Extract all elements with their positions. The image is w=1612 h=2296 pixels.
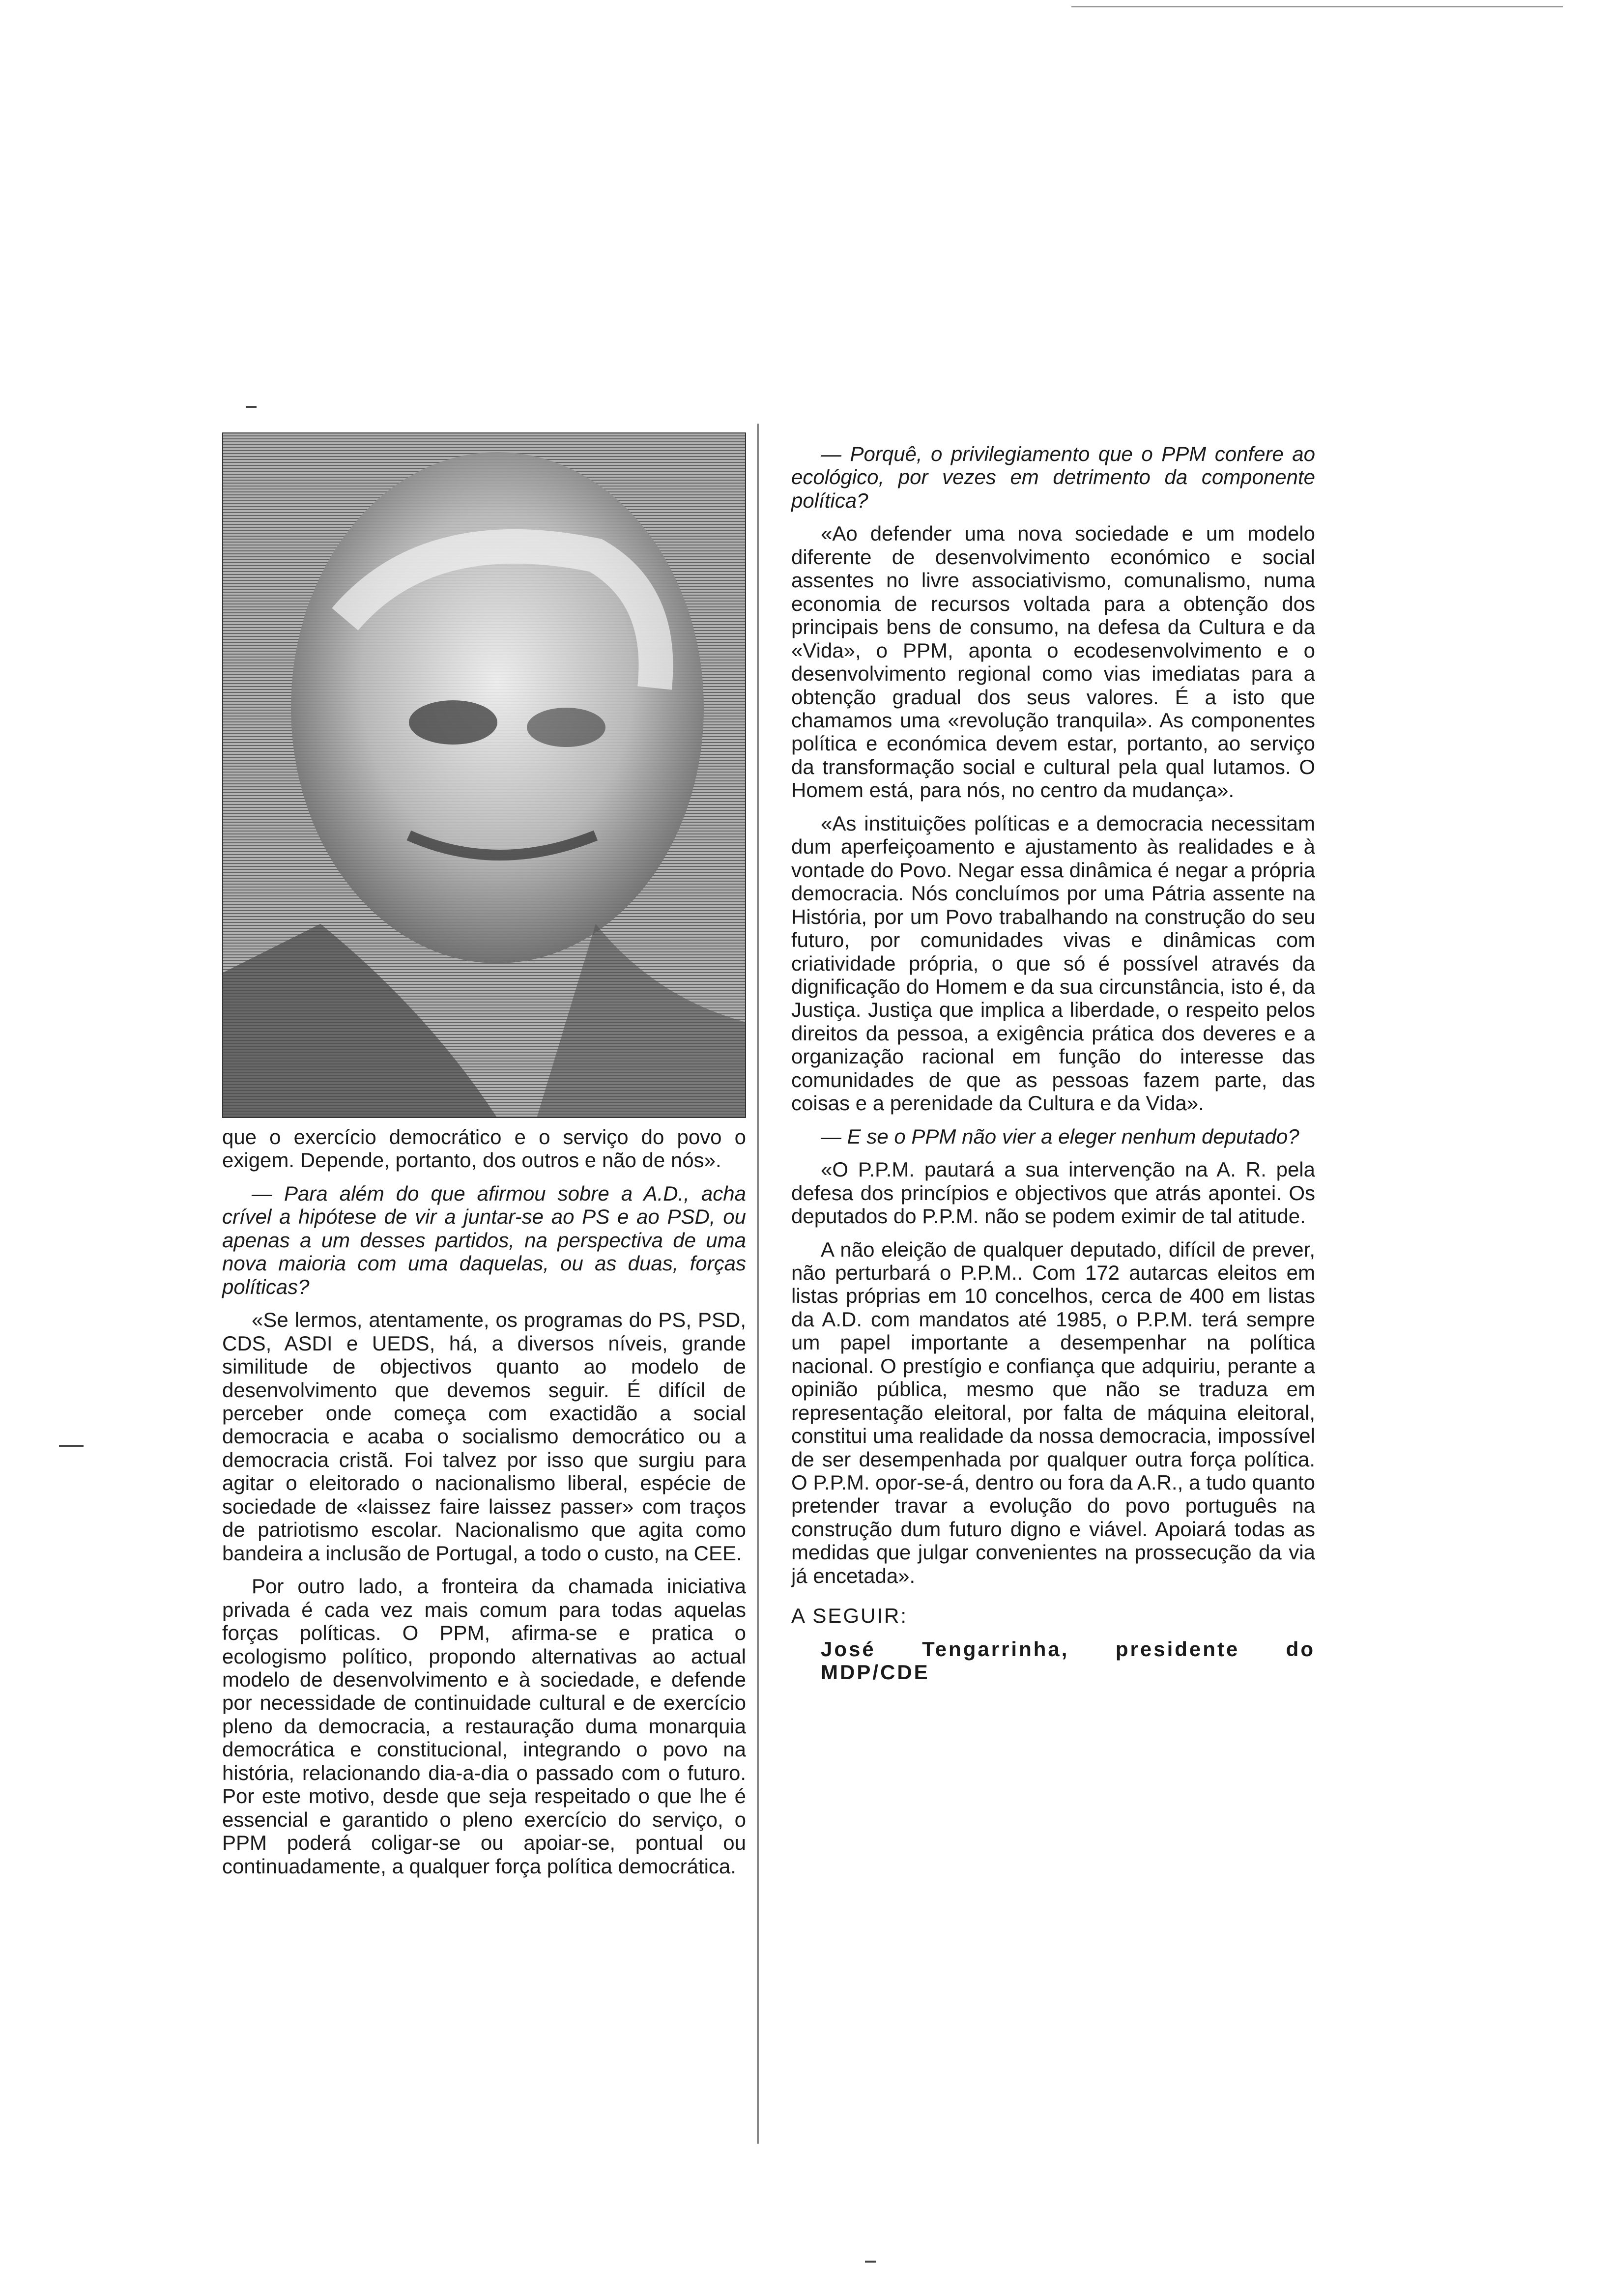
scan-mark: [246, 406, 257, 408]
scan-mark: [59, 1445, 84, 1447]
portrait-photo: [222, 432, 746, 1118]
scan-mark: [1071, 6, 1563, 7]
answer-paragraph: Por outro lado, a fronteira da chamada iniciativa privada é cada vez mais comum para todas aquelas forças políticas. O PPM, afirma-se e pratica o ecologismo político, propondo alternativas ao actual modelo de desenvolvimento e à sociedade, e defende por necessidade de continuidade cultural e de exercício pleno da democracia, a restauração duma monarquia democrática e constitucional, integrando o povo na história, relacionando dia-a-dia o passado com o futuro. Por este motivo, desde que seja respeitado o que lhe é essencial e garantido o pleno exercício do serviço, o PPM poderá coligar-se ou apoiar-se, pontual ou continuadamente, a qualquer força política democrática.: [222, 1575, 746, 1878]
left-column: [222, 1125, 746, 1888]
answer-paragraph: «Ao defender uma nova sociedade e um modelo diferente de desenvolvimento económico e social assentes no livre associativismo, comunalismo, numa economia de recursos voltada para a obtenção dos principais bens de consumo, na defesa da Cultura e da «Vida», o PPM, aponta o ecodesenvolvimento e o desenvolvimento regional como vias imediatas para a obtenção gradual dos seus valores. É a isto que chamamos uma «revolução tranquila». As componentes política e económica devem estar, portanto, ao serviço da transformação social e cultural pela qual lutamos. O Homem está, para nós, no centro da mudança».: [791, 522, 1315, 802]
interview-question: — E se o PPM não vier a eleger nenhum deputado?: [821, 1124, 1299, 1148]
answer-paragraph: A não eleição de qualquer deputado, difícil de prever, não perturbará o P.P.M.. Com 172 autarcas eleitos em listas próprias em 10 concelhos, cerca de 400 em listas da A.D. com mandatos até 1985, o P.P.M. terá sempre um papel importante a desempenhar na política nacional. O prestígio e confiança que adquiriu, perante a opinião pública, mesmo que não se traduza em representação eleitoral, por falta de máquina eleitoral, constitui uma realidade da nossa democracia, impossível de ser desempenhada por qualquer outra força política. O P.P.M. opor-se-á, dentro ou fora da A.R., a tudo quanto pretender travar a evolução do povo português na construção dum futuro digno e viável. Apoiará todas as medidas que julgar convenientes na prossecução da via já encetada».: [791, 1237, 1315, 1587]
interview-question: — Para além do que afirmou sobre a A.D., acha crível a hipótese de vir a juntar-se ao PS e ao PSD, ou apenas a um desses partidos, na perspectiva de uma nova maioria com uma daquelas, ou as duas, forças políticas?: [222, 1181, 746, 1298]
answer-paragraph: «Se lermos, atentamente, os programas do PS, PSD, CDS, ASDI e UEDS, há, a diversos níveis, grande similitude de objectivos quanto ao modelo de desenvolvimento que devemos seguir. É difícil de perceber onde começa com exactidão a social democracia e acaba o socialismo democrático ou a democracia cristã. Foi talvez por isso que surgiu para agitar o eleitorado o nacionalismo liberal, espécie de sociedade de «laissez faire laissez passer» com traços de patriotismo escolar. Nacionalismo que agita como bandeira a inclusão de Portugal, a todo o custo, na CEE.: [222, 1308, 746, 1565]
next-interview-label: A SEGUIR:: [791, 1604, 908, 1628]
scan-mark: [865, 2261, 876, 2263]
answer-paragraph: «O P.P.M. pautará a sua intervenção na A. R. pela defesa dos princípios e objectivos que atrás apontei. Os deputados do P.P.M. não se podem eximir de tal atitude.: [791, 1158, 1315, 1228]
answer-paragraph: que o exercício democrático e o serviço do povo o exigem. Depende, portanto, dos outros e não de nós».: [222, 1125, 746, 1172]
next-interview-name: José Tengarrinha, presidente do MDP/CDE: [821, 1637, 1315, 1684]
answer-paragraph: «As instituições políticas e a democracia necessitam dum aperfeiçoamento e ajustamento às realidades e à vontade do Povo. Negar essa dinâmica é negar a própria democracia. Nós concluímos por uma Pátria assente na História, por um Povo trabalhando na construção do seu futuro, por comunidades vivas e dinâmicas com criatividade própria, o que só é possível através da dignificação do Homem e da sua circunstância, isto é, da Justiça. Justiça que implica a liberdade, o respeito pelos direitos da pessoa, a exigência prática dos deveres e a organização racional em função do interesse das comunidades de que as pessoas fazem parte, das coisas e a perenidade da Cultura e da Vida».: [791, 811, 1315, 1115]
scan-mark: [757, 424, 759, 2144]
interview-question: — Porquê, o privilegiamento que o PPM confere ao ecológico, por vezes em detrimento da componente política?: [791, 442, 1315, 512]
right-column: [791, 442, 1315, 1694]
